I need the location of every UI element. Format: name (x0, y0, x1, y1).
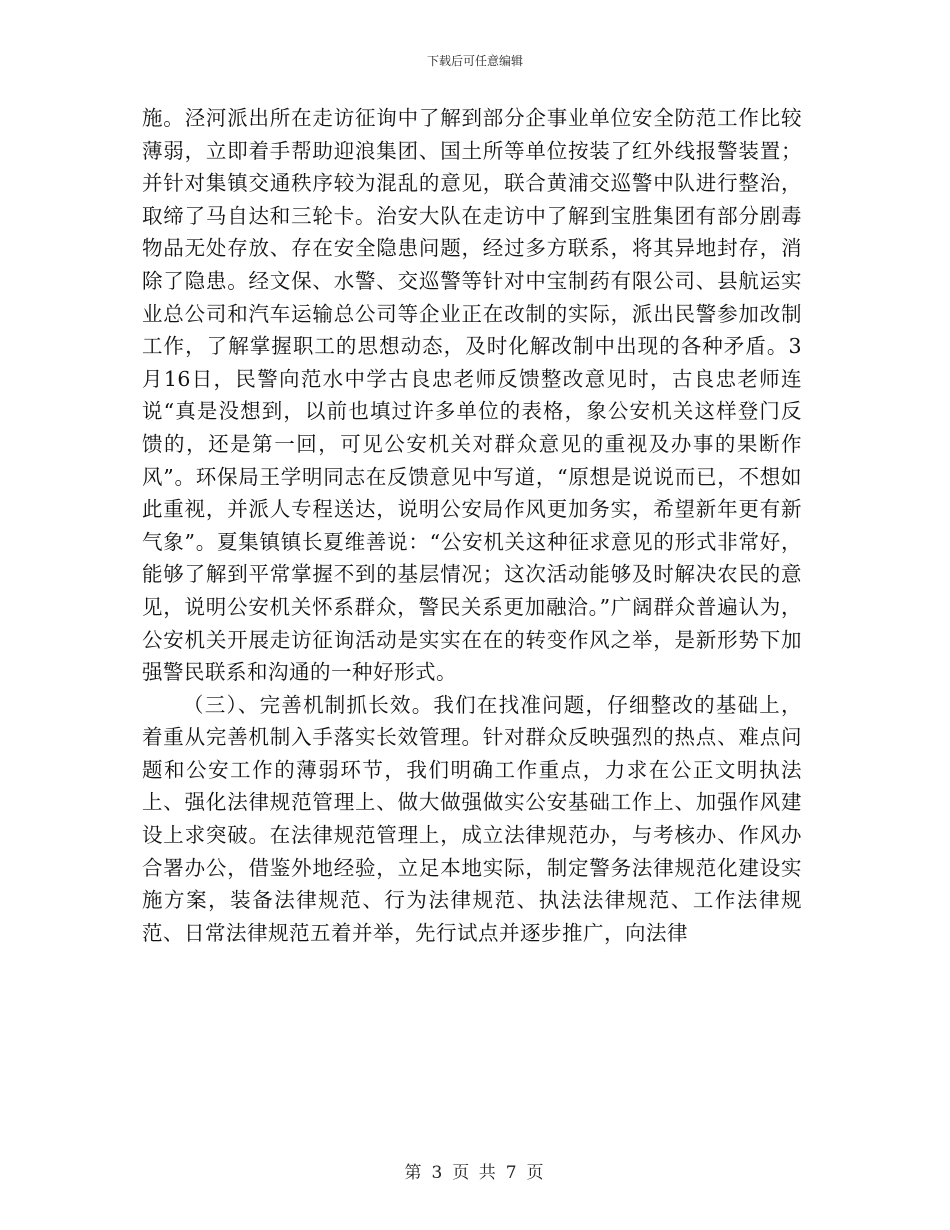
footer-suffix: 页 (526, 1163, 546, 1183)
footer-middle: 页 共 (452, 1163, 498, 1183)
paragraph-2: （三）、完善机制抓长效。我们在找准问题，仔细整改的基础上，着重从完善机制入手落实长效管理。针对群众反映强烈的热点、难点问题和公安工作的薄弱环节，我们明确工作重点，力求在公正文明执法上、强化法律规范管理上、做大做强做实公安基础工作上、加强作风建设上求突破。在法律规范管理上，成立法律规范办，与考核办、作风办合署办公，借鉴外地经验，立足本地实际，制定警务法律规范化建设实施方案，装备法律规范、行为法律规范、执法法律规范、工作法律规范、日常法律规范五着并举，先行试点并逐步推广，向法律 (142, 692, 802, 945)
paragraph-1: 施。泾河派出所在走访征询中了解到部分企事业单位安全防范工作比较薄弱，立即着手帮助迎浪集团、国土所等单位按装了红外线报警装置；并针对集镇交通秩序较为混乱的意见，联合黄浦交巡警中队进行整治，取缔了马自达和三轮卡。治安大队在走访中了解到宝胜集团有部分剧毒物品无处存放、存在安全隐患问题，经过多方联系，将其异地封存，消除了隐患。经文保、水警、交巡警等针对中宝制药有限公司、县航运实业总公司和汽车运输总公司等企业正在改制的实际，派出民警参加改制工作，了解掌握职工的思想动态，及时化解改制中出现的各种矛盾。3月16日，民警向范水中学古良忠老师反馈整改意见时，古良忠老师连说“真是没想到，以前也填过许多单位的表格，象公安机关这样登门反馈的，还是第一回，可见公安机关对群众意见的重视及办事的果断作风”。环保局王学明同志在反馈意见中写道，“原想是说说而已，不想如此重视，并派人专程送达，说明公安局作风更加务实，希望新年更有新气象”。夏集镇镇长夏维善说：“公安机关这种征求意见的形式非常好，能够了解到平常掌握不到的基层情况；这次活动能够及时解决农民的意见，说明公安机关怀系群众，警民关系更加融洽。”广阔群众普遍认为，公安机关开展走访征询活动是实实在在的转变作风之举，是新形势下加强警民联系和沟通的一种好形式。 (142, 106, 802, 685)
document-body (142, 102, 802, 949)
current-page-number: 3 (431, 1163, 445, 1183)
page-header: 下载后可任意编辑 (426, 54, 523, 68)
footer-prefix: 第 (404, 1163, 424, 1183)
total-page-count: 7 (505, 1163, 519, 1183)
page-footer (0, 1158, 950, 1183)
